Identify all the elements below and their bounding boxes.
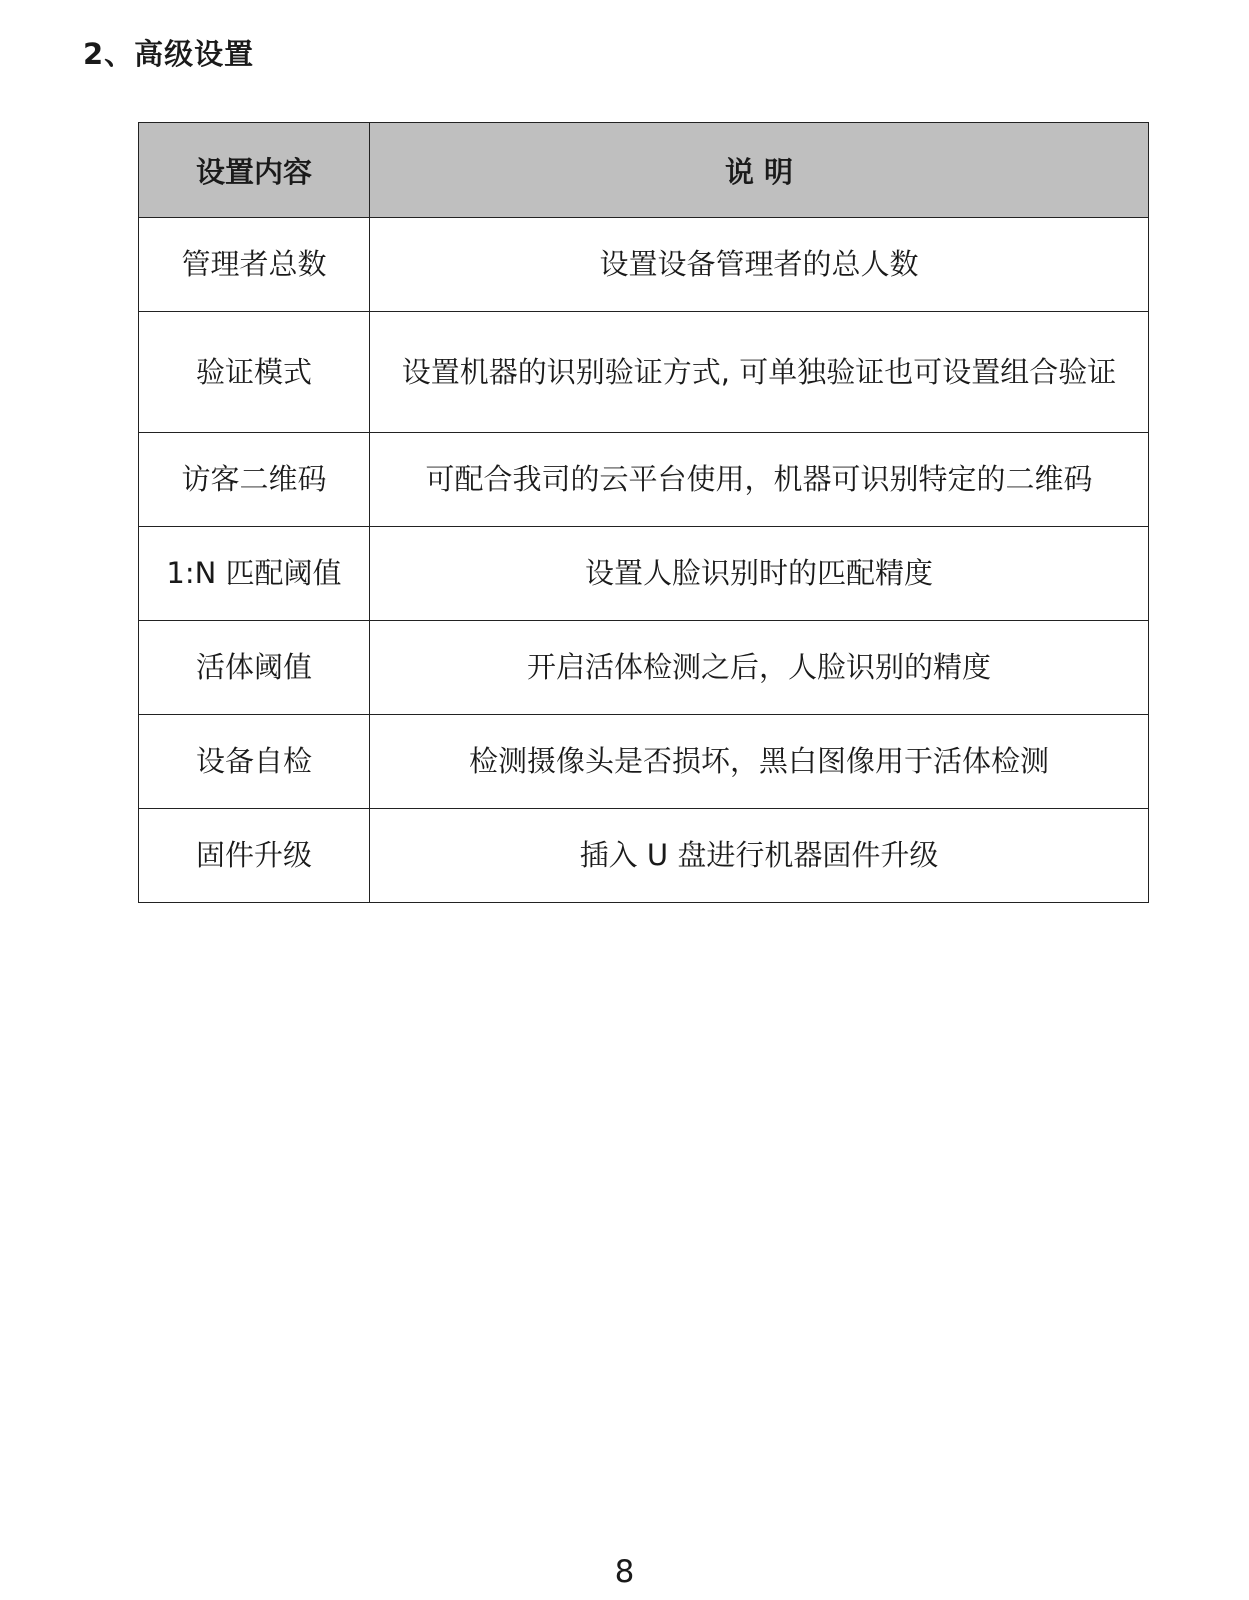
setting-description-cell: 设置机器的识别验证方式, 可单独验证也可设置组合验证 xyxy=(370,312,1149,433)
setting-name-cell: 活体阈值 xyxy=(139,621,370,715)
header-description: 说 明 xyxy=(370,123,1149,218)
section-title: 2、高级设置 xyxy=(83,37,255,71)
table-row xyxy=(139,312,1149,433)
setting-description-cell: 插入 U 盘进行机器固件升级 xyxy=(370,809,1149,903)
table-header-row xyxy=(139,123,1149,218)
setting-description-cell: 检测摄像头是否损坏，黑白图像用于活体检测 xyxy=(370,715,1149,809)
setting-name-cell: 访客二维码 xyxy=(139,433,370,527)
setting-name-cell: 1:N 匹配阈值 xyxy=(139,527,370,621)
setting-description-cell: 设置人脸识别时的匹配精度 xyxy=(370,527,1149,621)
setting-description-cell: 开启活体检测之后，人脸识别的精度 xyxy=(370,621,1149,715)
table-row xyxy=(139,527,1149,621)
advanced-settings-table xyxy=(138,122,1149,903)
table-row xyxy=(139,621,1149,715)
setting-name-cell: 固件升级 xyxy=(139,809,370,903)
table-row xyxy=(139,218,1149,312)
setting-description-cell: 设置设备管理者的总人数 xyxy=(370,218,1149,312)
table-row xyxy=(139,433,1149,527)
table-row xyxy=(139,809,1149,903)
setting-description-cell: 可配合我司的云平台使用，机器可识别特定的二维码 xyxy=(370,433,1149,527)
header-setting-content: 设置内容 xyxy=(139,123,370,218)
setting-name-cell: 管理者总数 xyxy=(139,218,370,312)
setting-name-cell: 设备自检 xyxy=(139,715,370,809)
page-number: 8 xyxy=(614,1554,635,1590)
table-row xyxy=(139,715,1149,809)
setting-name-cell: 验证模式 xyxy=(139,312,370,433)
